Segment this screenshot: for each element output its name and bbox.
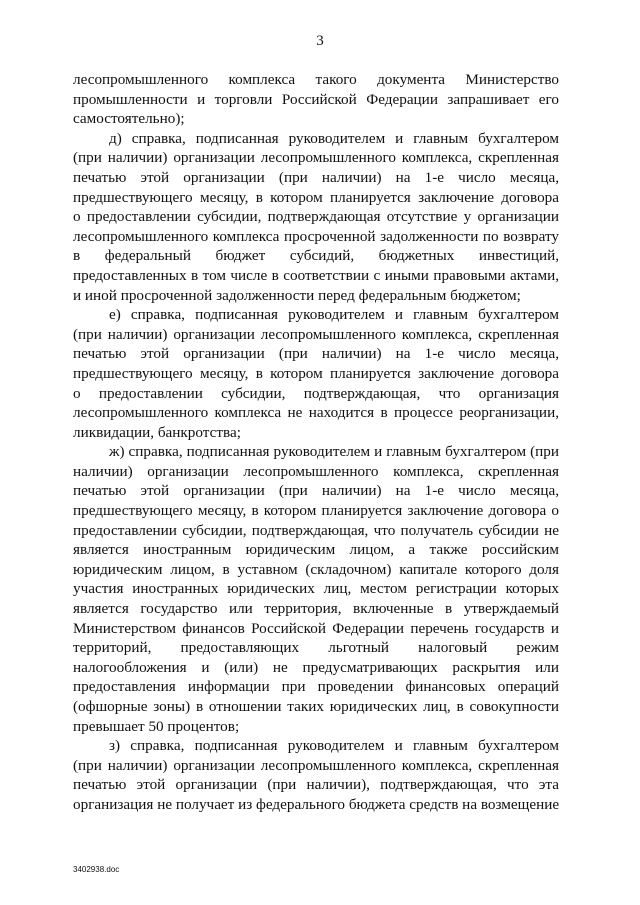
text-line: е) справка, подписанная руководителем и главным бухгалтером: [109, 306, 559, 324]
text-line: (при наличии) организации лесопромышленного комплекса, скрепленная: [73, 756, 559, 774]
text-line: лесопромышленного комплекса не находится в процессе реорганизации,: [73, 404, 559, 422]
text-line: печатью этой организации (при наличии) на 1-е число месяца,: [73, 168, 559, 186]
text-line: о предоставлении субсидии, подтверждающая, что организация: [73, 384, 559, 402]
text-line: промышленности и торговли Российской Федерации запрашивает его: [73, 90, 559, 108]
page-number: 3: [316, 33, 324, 49]
text-line: ликвидации, банкротства;: [73, 423, 241, 441]
footer-doc-id: 3402938.doc: [73, 865, 120, 874]
text-line: печатью этой организации (при наличии), подтверждающая, что эта: [73, 776, 559, 794]
text-line: предоставления информации при проведении финансовых операций: [73, 678, 559, 696]
text-line: превышает 50 процентов;: [73, 717, 240, 735]
text-line: является иностранным юридическим лицом, а также российским: [73, 541, 559, 559]
text-line: (офшорные зоны) в отношении таких юридических лиц, в совокупности: [73, 698, 559, 715]
text-line: и иной просроченной задолженности перед федеральным бюджетом;: [73, 286, 521, 304]
text-line: печатью этой организации (при наличии) на 1-е число месяца,: [73, 482, 559, 500]
text-line: участия иностранных юридических лиц, местом регистрации которых: [73, 580, 559, 598]
text-line: самостоятельно);: [73, 110, 185, 128]
text-line: в федеральный бюджет субсидий, бюджетных инвестиций,: [73, 247, 559, 265]
text-line: территорий, предоставляющих льготный налоговый режим: [73, 639, 559, 657]
text-line: предоставленных в том числе в соответствии с иными правовыми актами,: [73, 266, 559, 284]
text-line: (при наличии) организации лесопромышленного комплекса, скрепленная: [73, 149, 559, 167]
text-line: лесопромышленного комплекса такого документа Министерство: [73, 71, 559, 88]
text-line: является государство или территория, включенные в утверждаемый: [73, 600, 559, 618]
text-line: предшествующего месяцу, в котором планируется заключение договора о: [73, 502, 559, 520]
text-line: о предоставлении субсидии, подтверждающая отсутствие у организации: [73, 208, 559, 226]
text-line: предоставлении субсидии, подтверждающая, что получатель субсидии не: [73, 521, 559, 539]
text-line: ж) справка, подписанная руководителем и главным бухгалтером (при: [109, 443, 559, 461]
text-line: организация не получает из федерального бюджета средств на возмещение: [73, 795, 560, 813]
text-line: налогообложения и (или) не предусматривающих раскрытия или: [73, 658, 559, 676]
text-line: предшествующего месяцу, в котором планируется заключение договора: [73, 188, 559, 206]
document-body: [73, 70, 559, 815]
text-line: (при наличии) организации лесопромышленного комплекса, скрепленная: [73, 325, 559, 343]
text-line: предшествующего месяцу, в котором планируется заключение договора: [73, 364, 559, 382]
text-line: д) справка, подписанная руководителем и главным бухгалтером: [109, 129, 559, 147]
text-line: лесопромышленного комплекса просроченной задолженности по возврату: [73, 227, 559, 245]
text-line: юридическим лицом, в уставном (складочном) капитале которого доля: [73, 560, 559, 578]
text-line: наличии) организации лесопромышленного комплекса, скрепленная: [73, 462, 559, 480]
text-line: з) справка, подписанная руководителем и главным бухгалтером: [109, 737, 559, 755]
text-line: Министерством финансов Российской Федерации перечень государств и: [73, 619, 559, 637]
text-line: печатью этой организации (при наличии) на 1-е число месяца,: [73, 345, 559, 363]
